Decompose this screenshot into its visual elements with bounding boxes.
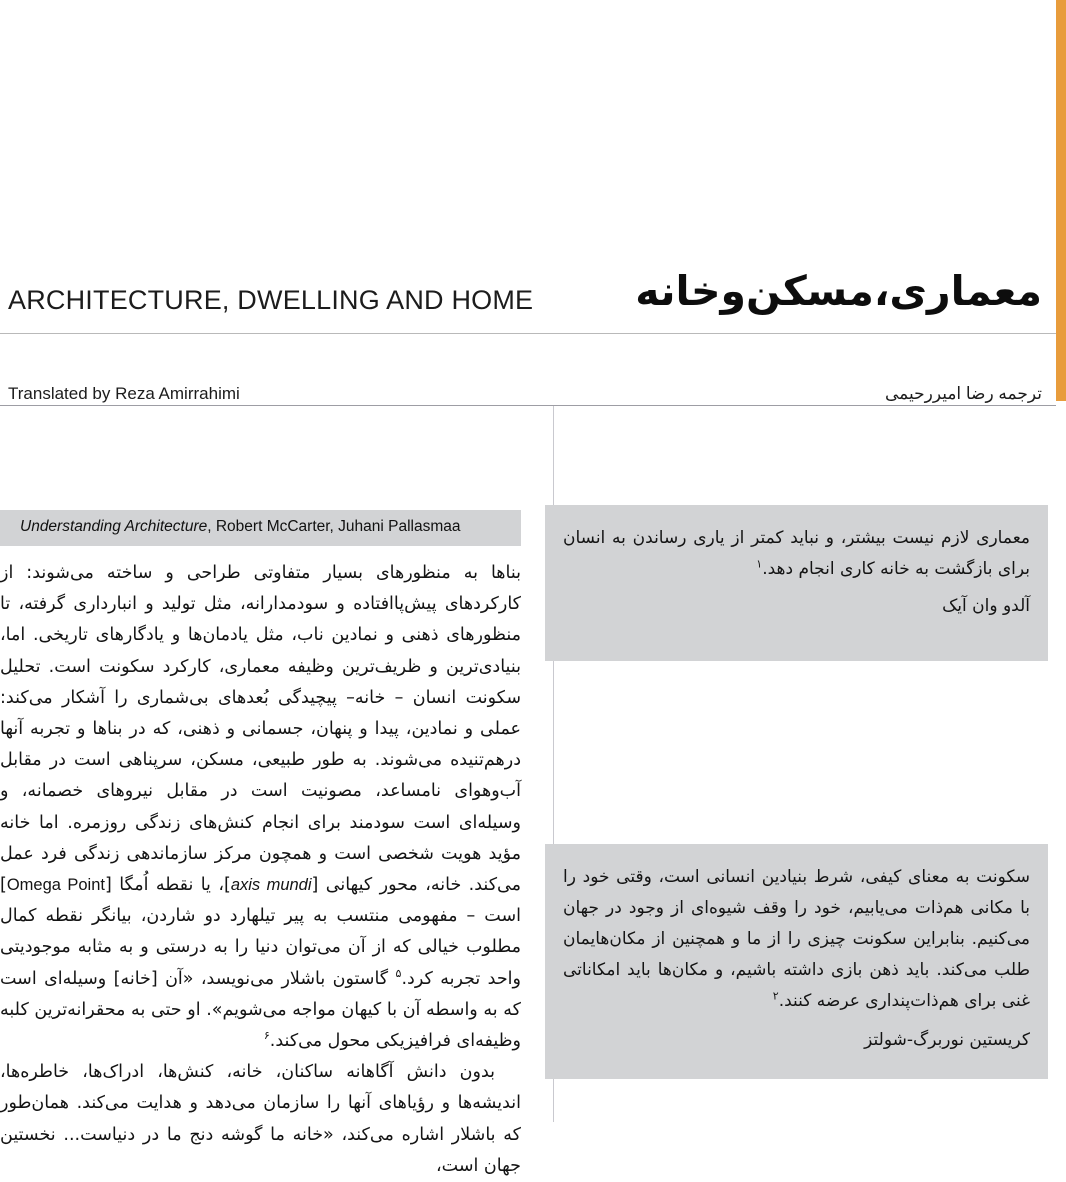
pull-quote-aldo-van-eyck — [545, 505, 1048, 661]
source-book-title: Understanding Architecture — [20, 518, 208, 535]
quote-body: سکونت به معنای کیفی، شرط بنیادین انسانی است، وقتی خود را با مکانی هم‌ذات می‌یابیم، خود را وقف شیوه‌ای از وجود در جهان می‌کنیم. بنابراین سکونت چیزی را از ما و همچنین از مکان‌هایمان طلب می‌کند. باید ذهن بازی داشته باشیم، و مکان‌ها باید امکاناتی غنی برای هم‌ذات‌پنداری عرضه کنند. — [563, 867, 1030, 1011]
translator-credit-english: Translated by Reza Amirrahimi — [8, 384, 240, 403]
quote-attribution: آلدو وان آیک — [942, 596, 1030, 616]
paragraph-1-part-d: گاستون باشلار می‌نویسد، «آن [خانه] وسیله‌ای است که به واسطه آن با کیهان مواجه می‌شویم». او حتی به محقرانه‌ترین کلبه وظیفه‌ای فرافیزیکی محول می‌کند. — [0, 968, 521, 1052]
footnote-marker-1: ۱ — [756, 557, 763, 571]
quote-text — [563, 862, 1030, 1017]
quote-text — [563, 523, 1030, 585]
footnote-marker-2: ۲ — [772, 989, 779, 1003]
paragraph-1-part-a: بناها به منظورهای بسیار متفاوتی طراحی و ساخته می‌شوند: از کارکردهای پیش‌پاافتاده و سودمدارانه، مثل تولید و انبارداری گرفته، تا منظورهای ذهنی و نمادین ناب، مثل یادمان‌ها و یادگارهای تاریخی. اما، بنیادی‌ترین و ظریف‌ترین وظیفه معماری، کارکرد سکونت است. تحلیل سکونت انسان – خانه– پیچیدگی بُعدهای بی‌شماری را آشکار می‌کند: عملی و نمادین، پیدا و پنهان، جسمانی و ذهنی، که در بناها و تجربه آنها درهم‌تنیده می‌شوند. به طور طبیعی، مسکن، سرپناهی است در مقابل آب‌وهوای نامساعد، مصونیت است در مقابل نیروهای خصمانه، و وسیله‌ای است سودمند برای انجام کنش‌های زندگی روزمره. اما خانه مؤید هویت شخصی است و همچون مرکز سازماندهی زندگی فرد عمل می‌کند. خانه، محور کیهانی [ — [0, 563, 521, 896]
paragraph-1-part-b: ]، یا نقطه اُمگا [ — [104, 875, 231, 896]
title-rule — [0, 333, 1056, 334]
translator-credit-persian: ترجمه رضا امیررحیمی — [884, 384, 1042, 403]
title-row — [0, 267, 1066, 334]
paragraph-1 — [0, 558, 521, 1057]
latin-term-axis-mundi: axis mundi — [230, 876, 312, 895]
source-citation-band — [0, 510, 521, 546]
main-text-column — [0, 406, 521, 1176]
content-area — [0, 406, 1066, 1176]
source-authors: , Robert McCarter, Juhani Pallasmaa — [207, 518, 461, 535]
latin-term-omega-point: Omega Point — [6, 876, 105, 895]
translator-row — [0, 372, 1066, 404]
footnote-marker-6: ۶ — [263, 1029, 270, 1043]
quote-column — [545, 406, 1058, 1122]
pull-quote-norberg-schulz — [545, 844, 1048, 1079]
paragraph-1-part-c: ] است – مفهومی منتسب به پیر تیلهارد دو شاردن، بیانگر نقطه کمال مطلوب خیالی که از آن می‌توان دنیا را به درستی و به مثابه موجودیتی واحد تجربه کرد. — [0, 875, 521, 989]
footnote-marker-5: ۵ — [395, 966, 402, 980]
quote-body: معماری لازم نیست بیشتر، و نباید کمتر از یاری رساندن به انسان برای بازگشت به خانه کاری انجام دهد. — [563, 528, 1030, 579]
page-header — [0, 0, 1066, 406]
paragraph-2: بدون دانش آگاهانه ساکنان، خانه، کنش‌ها، ادراک‌ها، خاطره‌ها، اندیشه‌ها و رؤیاهای آنها را سازمان می‌دهد و هدایت می‌کند. همان‌طور که باشلار اشاره می‌کند، «خانه ما گوشه دنج ما در دنیاست... نخستین جهان است، — [0, 1062, 521, 1176]
page-title-english: ARCHITECTURE, DWELLING AND HOME — [8, 284, 534, 315]
main-article-text — [0, 558, 521, 1182]
page-title-persian: معماری،مسکن‌وخانه — [635, 267, 1042, 314]
source-citation-text — [20, 518, 461, 536]
quote-attribution: کریستین نوربرگ-شولتز — [864, 1030, 1030, 1050]
